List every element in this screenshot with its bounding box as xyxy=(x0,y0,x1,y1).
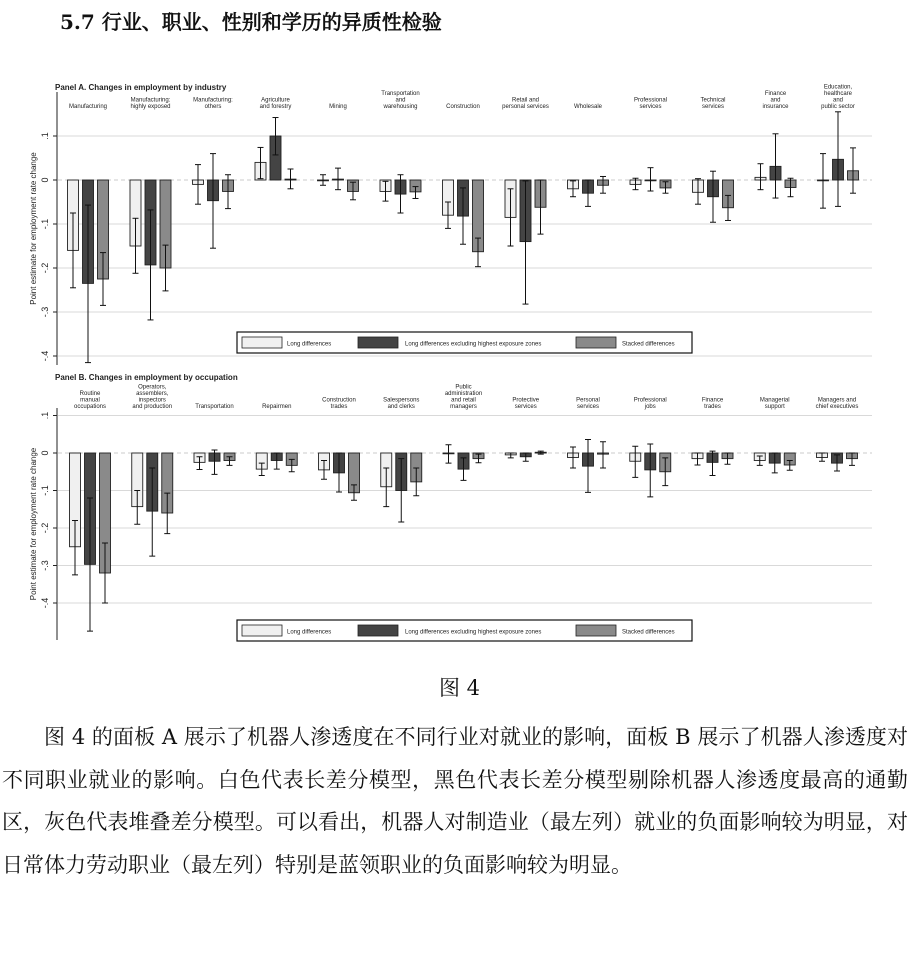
category-label: manual xyxy=(80,397,100,404)
figure-caption: 图 4 xyxy=(438,676,481,700)
category-label: Salespersons xyxy=(383,397,420,404)
y-axis-label: Point estimate for employment rate change xyxy=(29,152,38,305)
category-label: and production xyxy=(132,404,173,410)
legend-swatch xyxy=(358,625,398,636)
category-label: services xyxy=(701,104,725,110)
panel-title: Panel B. Changes in employment by occupation xyxy=(55,373,238,382)
category-label: Protective xyxy=(512,397,540,404)
category-label: Construction xyxy=(322,397,356,404)
legend-label: Long differences xyxy=(287,629,332,636)
category-label: healthcare xyxy=(823,91,853,97)
category-label: Retail and xyxy=(511,97,540,104)
category-label: Technical xyxy=(700,97,726,104)
category-label: Construction xyxy=(446,104,480,110)
category-label: Education, xyxy=(823,84,853,91)
body-paragraph xyxy=(2,716,908,886)
y-tick-label: -.1 xyxy=(40,218,50,230)
category-label: Manufacturing: xyxy=(193,97,233,104)
category-label: personal services xyxy=(502,104,549,110)
category-label: and xyxy=(395,97,406,104)
legend-swatch xyxy=(576,625,616,636)
panel-title: Panel A. Changes in employment by industry xyxy=(55,83,227,92)
legend-label: Long differences excluding highest exposure zones xyxy=(405,341,542,348)
category-label: Repairmen xyxy=(262,404,292,410)
category-label: Wholesale xyxy=(573,104,603,110)
legend-swatch xyxy=(576,337,616,348)
category-label: managers xyxy=(450,404,477,410)
panel-a-chart xyxy=(0,80,919,370)
category-label: Manufacturing xyxy=(68,104,108,110)
category-label: Routine xyxy=(79,391,101,397)
category-label: Finance xyxy=(701,397,724,404)
y-tick-label: -.2 xyxy=(40,522,50,534)
category-label: and clerks xyxy=(387,404,415,410)
y-tick-label: 0 xyxy=(40,450,50,456)
category-label: and xyxy=(770,97,781,104)
category-label: Public xyxy=(455,384,472,391)
category-label: and retail xyxy=(451,397,476,404)
category-label: Managers and xyxy=(817,397,857,404)
category-label: services xyxy=(639,104,662,110)
category-label: administration xyxy=(444,391,483,397)
category-label: highly exposed xyxy=(130,104,171,110)
y-tick-label: 0 xyxy=(40,177,50,183)
category-label: Professional xyxy=(633,97,668,104)
y-tick-label: -.3 xyxy=(40,306,50,318)
category-label: others xyxy=(204,104,222,110)
y-axis-label: Point estimate for employment rate change xyxy=(29,447,38,601)
category-label: Operators, xyxy=(138,384,167,391)
category-label: occupations xyxy=(73,404,107,410)
y-tick-label: .1 xyxy=(40,411,50,420)
paragraph-text: 图 4 的面板 A 展示了机器人渗透度在不同行业对就业的影响，面板 B 展示了机器人渗透度对不同职业就业的影响。白色代表长差分模型，黑色代表长差分模型剔除机器人渗透度最高的通勤区，灰色代表堆叠差分模型。可以看出，机器人对制造业（最左列）就业的负面影响较为明显，对日常体力劳动职业（最左列）特别是蓝领职业的负面影响较为明显。 xyxy=(2,725,908,877)
section-heading: 5.7 行业、职业、性别和学历的异质性检验 xyxy=(60,10,442,34)
category-label: Agriculture xyxy=(261,97,290,104)
category-label: insurance xyxy=(762,104,789,110)
category-label: services xyxy=(576,404,600,410)
category-label: support xyxy=(764,404,785,410)
category-label: Personal xyxy=(576,397,600,404)
category-label: Professional xyxy=(633,397,667,404)
y-tick-label: .1 xyxy=(40,132,50,140)
y-tick-label: -.4 xyxy=(40,597,50,609)
category-label: Transportation xyxy=(195,404,234,410)
category-label: Transportation xyxy=(381,91,420,97)
y-tick-label: -.4 xyxy=(40,350,50,362)
legend-label: Long differences excluding highest exposure zones xyxy=(405,629,542,636)
legend-swatch xyxy=(242,625,282,636)
category-label: trades xyxy=(704,404,721,410)
category-label: inspectors xyxy=(138,397,166,404)
y-tick-label: -.3 xyxy=(40,560,50,571)
legend-label: Long differences xyxy=(287,341,332,348)
legend-swatch xyxy=(242,337,282,348)
category-label: Managerial xyxy=(759,397,790,404)
category-label: Mining xyxy=(329,104,347,110)
legend-swatch xyxy=(358,337,398,348)
category-label: Finance xyxy=(764,91,787,97)
category-label: jobs xyxy=(644,404,656,410)
category-label: and forestry xyxy=(259,104,292,110)
y-tick-label: -.1 xyxy=(40,485,50,496)
category-label: warehousing xyxy=(383,104,418,110)
panel-b-chart xyxy=(0,370,919,650)
category-label: assemblers, xyxy=(136,391,169,397)
category-label: services xyxy=(514,404,537,410)
category-label: public sector xyxy=(821,104,855,110)
category-label: Manufacturing: xyxy=(130,97,171,104)
legend-label: Stacked differences xyxy=(622,629,675,636)
category-label: trades xyxy=(330,404,348,410)
y-tick-label: -.2 xyxy=(40,262,50,274)
category-label: and xyxy=(832,97,844,104)
category-label: chief executives xyxy=(815,404,859,410)
legend-label: Stacked differences xyxy=(622,341,675,348)
